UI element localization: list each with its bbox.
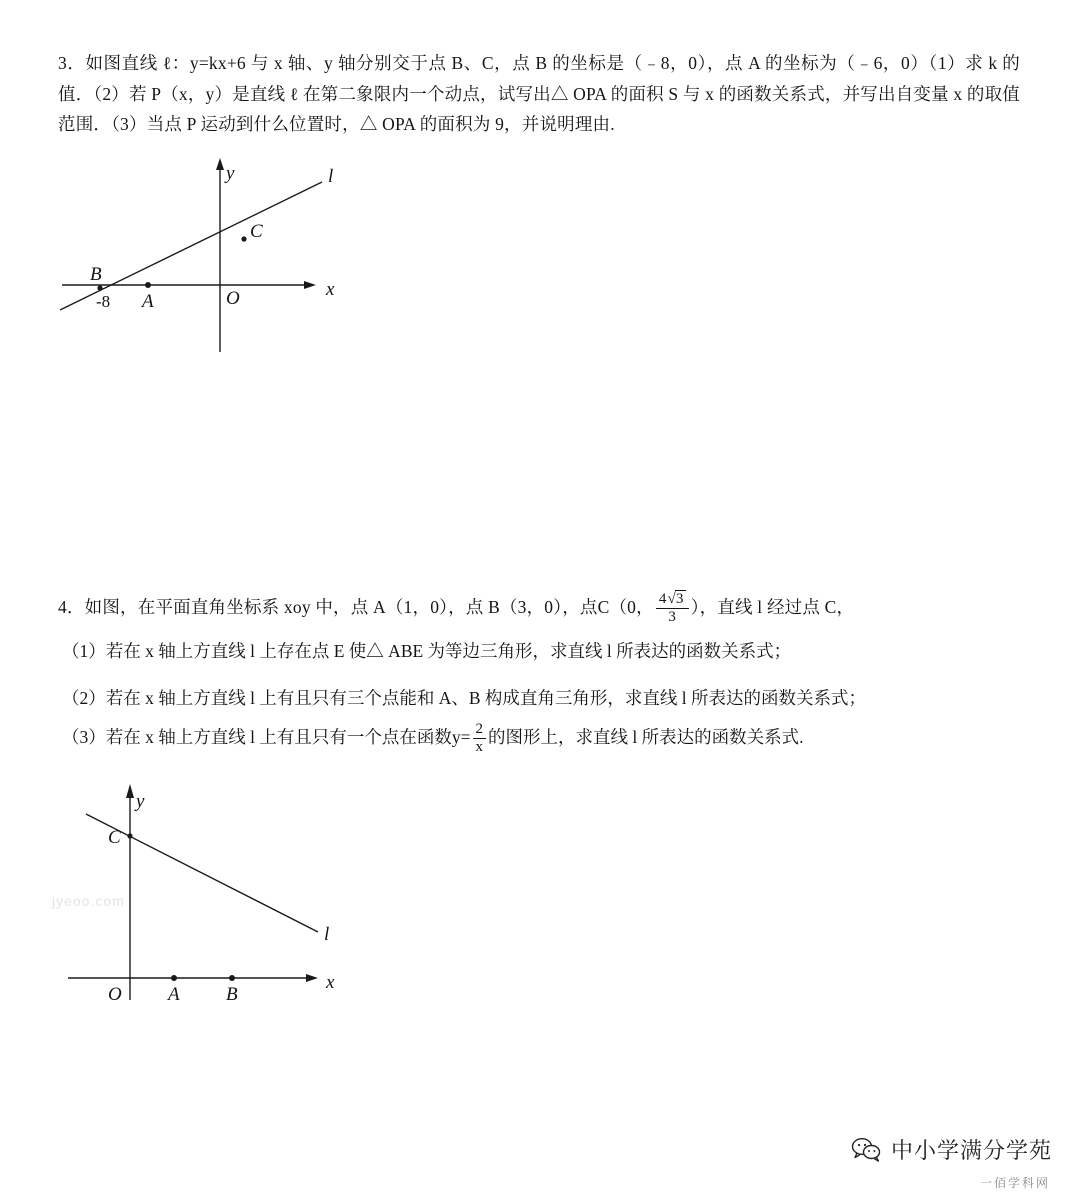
problem-3-block: [58, 48, 1020, 140]
problem-4-sub-3-post: 的图形上，求直线 l 所表达的函数关系式.: [488, 727, 804, 748]
problem-4-head-part2: ），直线 l 经过点 C，: [690, 597, 855, 618]
problem-4-head-part1: 4．如图，在平面直角坐标系 xoy 中，点 A（1，0），点 B（3，0），点: [58, 597, 598, 618]
figure-problem-4-svg: [40, 772, 400, 1012]
point-a-dot: [171, 975, 177, 981]
label-x-axis: x: [326, 972, 335, 993]
footer-subtitle: 一佰学科网: [979, 1176, 1050, 1190]
figure-problem-3-svg: [40, 152, 380, 372]
point-b-dot: [229, 975, 235, 981]
label-line-l: l: [328, 166, 334, 187]
label-point-c: C: [108, 827, 121, 848]
label-line-l: l: [324, 924, 330, 945]
footer-brand: [851, 1134, 1052, 1165]
brand-name: 中小学满分学苑: [890, 1138, 1052, 1163]
point-c-dot: [241, 236, 246, 241]
label-origin: O: [108, 984, 122, 1005]
fraction-4sqrt3-over-3: [656, 591, 689, 625]
problem-4-sub-1: （1）若在 x 轴上方直线 l 上存在点 E 使△ ABE 为等边三角形，求直线 l 所表达的函数关系式；: [62, 641, 792, 661]
line-l: [86, 814, 318, 932]
label-point-c: C: [250, 221, 263, 242]
label-origin: O: [226, 288, 240, 309]
point-c-dot: [127, 833, 132, 838]
label-point-b: B: [226, 984, 238, 1005]
problem-4-sub-3-pre: （3）若在 x 轴上方直线 l 上有且只有一个点在函数: [62, 727, 452, 748]
point-a-dot: [145, 282, 151, 288]
frac-x-denominator: x: [475, 738, 483, 755]
problem-3-text: 3．如图直线 ℓ：y=kx+6 与 x 轴、y 轴分别交于点 B、C，点 B 的坐标是（﹣8，0），点 A 的坐标为（﹣6，0）（1）求 k 的值．（2）若 P（x，y）是直线 ℓ 在第二象限内一个动点，试写出△ OPA 的面积 S 与 x 的函数关系式，并写出自变量 x 的取值范围．（3）当点 P 运动到什么位置时，△ OPA 的面积为 9，并说明理由.: [58, 53, 1021, 135]
label-point-a: A: [168, 984, 180, 1005]
frac-2-numerator: 2: [473, 721, 487, 739]
frac-numerator-coefficient: 4: [658, 591, 667, 607]
wechat-icon: [851, 1137, 881, 1162]
fraction-2-over-x: [473, 721, 487, 755]
label-x-axis: x: [326, 279, 335, 300]
y-axis-arrow: [216, 158, 224, 170]
problem-4-point-c-open: C（0，: [597, 597, 654, 618]
label-y-axis: y: [226, 163, 235, 184]
sqrt-symbol: √3: [667, 591, 684, 607]
inline-equation-y-equals: y=: [451, 727, 471, 748]
x-axis-arrow: [304, 281, 316, 289]
problem-4-head: [58, 592, 1020, 626]
problem-4-sub-3: [62, 722, 1022, 756]
point-b-dot: [97, 285, 102, 290]
label-tick-minus8: -8: [96, 292, 111, 311]
y-axis-arrow: [126, 784, 134, 798]
label-y-axis: y: [136, 791, 145, 812]
figure-problem-3: [40, 152, 380, 377]
label-point-b: B: [90, 264, 102, 285]
line-l: [60, 182, 322, 310]
label-point-a: A: [142, 291, 154, 312]
problem-4-sub-2: （2）若在 x 轴上方直线 l 上有且只有三个点能和 A、B 构成直角三角形，求直线 l 所表达的函数关系式；: [62, 688, 867, 708]
watermark-text: jyeoo.com: [52, 893, 125, 909]
x-axis-arrow: [306, 974, 318, 982]
sqrt-radicand: 3: [675, 591, 684, 607]
frac-denominator: 3: [668, 608, 677, 625]
